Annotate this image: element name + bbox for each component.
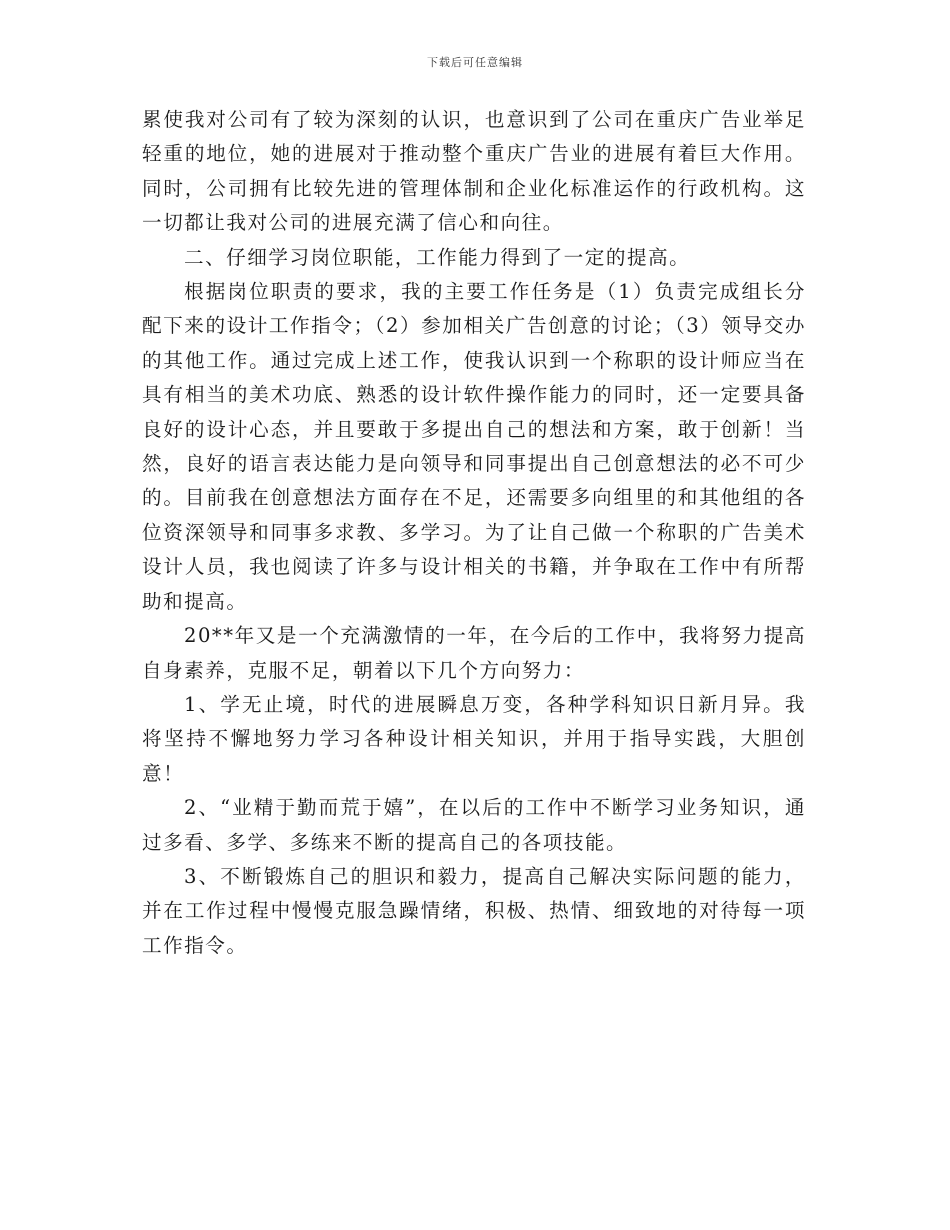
section-heading-2: 二、仔细学习岗位职能，工作能力得到了一定的提高。 — [184, 245, 691, 269]
paragraph-continuation: 累使我对公司有了较为深刻的认识，也意识到了公司在重庆广告业举足轻重的地位，她的进展对于推动整个重庆广告业的进展有着巨大作用。同时，公司拥有比较先进的管理体制和企业化标准运作的行政机构。这一切都让我对公司的进展充满了信心和向往。 — [142, 108, 806, 235]
plan-item-3: 3、不断锻炼自己的胆识和毅力，提高自己解决实际问题的能力，并在工作过程中慢慢克服急躁情绪，积极、热情、细致地的对待每一项工作指令。 — [142, 864, 806, 957]
document-body — [142, 103, 806, 963]
page-header: 下载后可任意编辑 — [427, 56, 523, 69]
paragraph-duties: 根据岗位职责的要求，我的主要工作任务是（1）负责完成组长分配下来的设计工作指令；（2）参加相关广告创意的讨论；（3）领导交办的其他工作。通过完成上述工作，使我认识到一个称职的设计师应当在具有相当的美术功底、熟悉的设计软件操作能力的同时，还一定要具备良好的设计心态，并且要敢于多提出自己的想法和方案，敢于创新！当然，良好的语言表达能力是向领导和同事提出自己创意想法的必不可少的。目前我在创意想法方面存在不足，还需要多向组里的和其他组的各位资深领导和同事多求教、多学习。为了让自己做一个称职的广告美术设计人员，我也阅读了许多与设计相关的书籍，并争取在工作中有所帮助和提高。 — [142, 280, 806, 613]
plan-item-2: 2、“业精于勤而荒于嬉”，在以后的工作中不断学习业务知识，通过多看、多学、多练来不断的提高自己的各项技能。 — [142, 796, 806, 854]
plan-item-1: 1、学无止境，时代的进展瞬息万变，各种学科知识日新月异。我将坚持不懈地努力学习各种设计相关知识，并用于指导实践，大胆创意！ — [142, 692, 806, 785]
paragraph-plan-intro: 20**年又是一个充满激情的一年，在今后的工作中，我将努力提高自身素养，克服不足，朝着以下几个方向努力： — [142, 624, 806, 682]
